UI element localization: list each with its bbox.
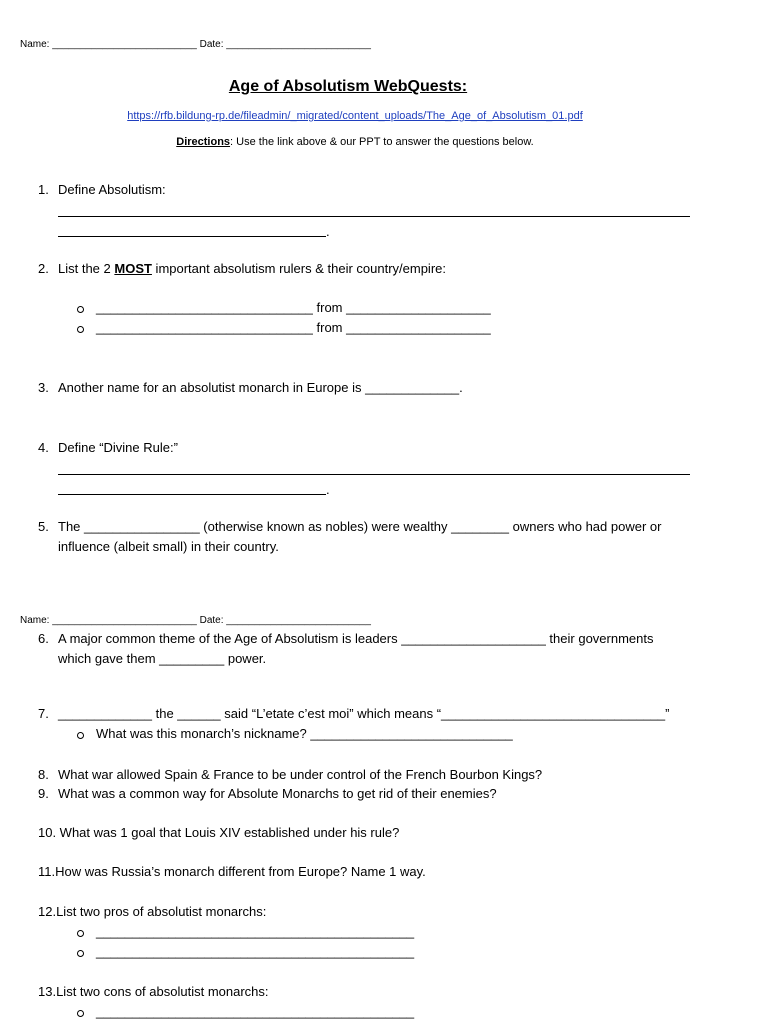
name-date-header: Name: __________________________ Date: __________________________ bbox=[20, 39, 371, 50]
q8-text: What war allowed Spain & France to be under control of the French Bourbon Kings? bbox=[58, 767, 543, 782]
page-title: Age of Absolutism WebQuests: bbox=[228, 78, 468, 95]
q13-bullet-1[interactable]: ____________________________________________ bbox=[96, 1004, 415, 1019]
bullet-icon bbox=[77, 950, 84, 957]
q2-bullet-1[interactable]: ______________________________ from ____________________ bbox=[96, 300, 491, 315]
bullet-icon bbox=[77, 732, 84, 739]
directions-text: : Use the link above & our PPT to answer the questions below. bbox=[230, 136, 534, 148]
q8-number: 8. bbox=[38, 767, 49, 782]
bullet-icon bbox=[77, 930, 84, 937]
q2-number: 2. bbox=[38, 261, 49, 276]
q2-bullet-2[interactable]: ______________________________ from ____________________ bbox=[96, 320, 491, 335]
bullet-icon bbox=[77, 306, 84, 313]
q2-emphasis: MOST bbox=[114, 261, 152, 276]
directions bbox=[0, 136, 710, 148]
q1-text: Define Absolutism: bbox=[58, 182, 166, 197]
q5-number: 5. bbox=[38, 519, 49, 534]
q4-text: Define “Divine Rule:” bbox=[58, 440, 178, 455]
q2-text bbox=[58, 261, 446, 276]
q1-answer-line-1[interactable] bbox=[58, 216, 690, 217]
q4-period: . bbox=[326, 482, 330, 497]
q5-line-1: The ________________ (otherwise known as nobles) were wealthy ________ owners who had power or bbox=[58, 519, 662, 534]
q11-text: 11.How was Russia’s monarch different from Europe? Name 1 way. bbox=[38, 864, 426, 879]
bullet-icon bbox=[77, 326, 84, 333]
name-date-header-2: Name: __________________________ Date: __________________________ bbox=[20, 615, 371, 626]
q7-number: 7. bbox=[38, 706, 49, 721]
q12-bullet-1[interactable]: ____________________________________________ bbox=[96, 924, 415, 939]
q12-text: 12.List two pros of absolutist monarchs: bbox=[38, 904, 267, 919]
q13-text: 13.List two cons of absolutist monarchs: bbox=[38, 984, 269, 999]
q7-text: _____________ the ______ said “L’etate c’est moi” which means “_______________________________” bbox=[58, 706, 670, 721]
q4-answer-line-2[interactable] bbox=[58, 494, 326, 495]
q12-bullet-2[interactable]: ____________________________________________ bbox=[96, 944, 415, 959]
q9-text: What was a common way for Absolute Monarchs to get rid of their enemies? bbox=[58, 786, 497, 801]
q6-line-1: A major common theme of the Age of Absolutism is leaders ____________________ their governments bbox=[58, 631, 654, 646]
q1-period: . bbox=[326, 224, 330, 239]
q4-answer-line-1[interactable] bbox=[58, 474, 690, 475]
q5-line-2: influence (albeit small) in their country. bbox=[58, 539, 279, 554]
source-link[interactable]: https://rfb.bildung-rp.de/fileadmin/_migrated/content_uploads/The_Age_of_Absolutism_01.pdf bbox=[127, 110, 583, 122]
q4-number: 4. bbox=[38, 440, 49, 455]
q6-line-2: which gave them _________ power. bbox=[58, 651, 267, 666]
q3-text: Another name for an absolutist monarch in Europe is _____________. bbox=[58, 380, 463, 395]
q9-number: 9. bbox=[38, 786, 49, 801]
q1-number: 1. bbox=[38, 182, 49, 197]
q10-text: 10. What was 1 goal that Louis XIV established under his rule? bbox=[38, 825, 400, 840]
q2-post: important absolutism rulers & their country/empire: bbox=[151, 261, 446, 276]
bullet-icon bbox=[77, 1010, 84, 1017]
q6-number: 6. bbox=[38, 631, 49, 646]
q1-answer-line-2[interactable] bbox=[58, 236, 326, 237]
q3-number: 3. bbox=[38, 380, 49, 395]
directions-label: Directions bbox=[176, 136, 231, 148]
q2-pre: List the 2 bbox=[58, 261, 115, 276]
q7-sub: What was this monarch’s nickname? ____________________________ bbox=[96, 726, 513, 741]
